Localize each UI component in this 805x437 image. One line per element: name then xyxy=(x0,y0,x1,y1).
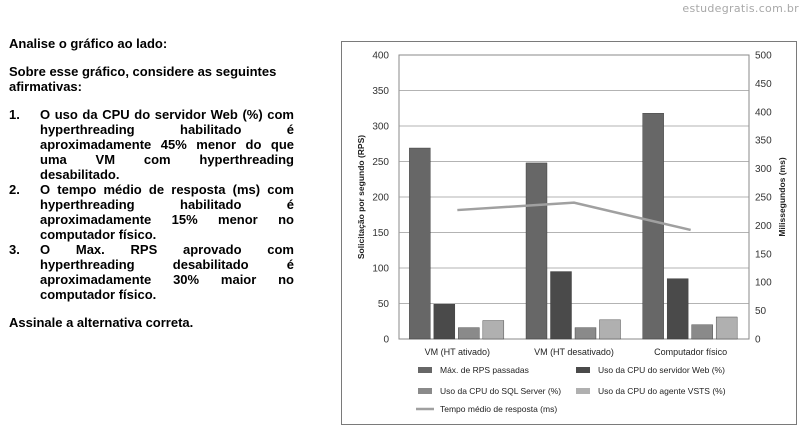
y-right-tick-label: 200 xyxy=(755,220,772,232)
x-tick-label: VM (HT desativado) xyxy=(534,347,614,357)
watermark: estudegratis.com.br xyxy=(682,2,799,15)
bar xyxy=(716,317,737,339)
y-right-axis-label: Milissegundos (ms) xyxy=(777,157,787,237)
y-right-tick-label: 0 xyxy=(755,334,761,346)
legend-label: Uso da CPU do SQL Server (%) xyxy=(440,386,562,396)
statement-text: O tempo médio de resposta (ms) com hyperthreading habilitado é aproximadamente 15% menor no computador físico. xyxy=(40,182,294,242)
y-right-tick-label: 50 xyxy=(755,306,767,318)
statement-number: 2. xyxy=(9,182,20,197)
y-right-tick-label: 500 xyxy=(755,50,772,62)
y-right-tick-label: 400 xyxy=(755,107,772,119)
statement-number: 3. xyxy=(9,242,20,257)
y-left-tick-label: 100 xyxy=(372,263,389,275)
statement-text: O Max. RPS aprovado com hyperthreading desabilitado é aproximadamente 30% maior no computador físico. xyxy=(40,242,294,302)
x-tick-label: VM (HT ativado) xyxy=(424,347,491,357)
legend-label: Uso da CPU do servidor Web (%) xyxy=(598,365,725,375)
y-right-tick-label: 250 xyxy=(755,192,772,204)
y-left-tick-label: 300 xyxy=(372,121,389,133)
legend-swatch xyxy=(418,388,432,394)
y-right-tick-label: 100 xyxy=(755,277,772,289)
legend-swatch xyxy=(418,367,432,373)
y-left-tick-label: 250 xyxy=(372,157,389,168)
bar xyxy=(483,321,504,339)
bar xyxy=(526,163,547,339)
statement-item xyxy=(9,182,294,242)
y-right-tick-label: 450 xyxy=(755,78,772,90)
question-intro: Analise o gráfico ao lado: xyxy=(9,36,168,51)
question-panel xyxy=(9,36,294,343)
bar xyxy=(600,320,621,339)
legend-swatch xyxy=(576,367,590,373)
y-left-axis-label: Solicitação por segundo (RPS) xyxy=(356,134,366,260)
y-left-tick-label: 400 xyxy=(372,50,389,62)
bar xyxy=(643,113,664,339)
bar xyxy=(458,328,479,339)
legend-label: Máx. de RPS passadas xyxy=(440,365,529,375)
y-right-tick-label: 350 xyxy=(755,135,772,147)
statement-number: 1. xyxy=(9,107,20,122)
y-left-tick-label: 350 xyxy=(372,86,389,97)
bar xyxy=(692,325,713,339)
question-closing: Assinale a alternativa correta. xyxy=(9,315,194,330)
bar xyxy=(667,279,688,339)
bar xyxy=(551,272,572,339)
y-right-tick-label: 300 xyxy=(755,164,772,176)
y-left-tick-label: 150 xyxy=(372,228,389,239)
y-left-tick-label: 200 xyxy=(372,192,389,204)
legend-swatch xyxy=(576,388,590,394)
legend-label: Uso da CPU do agente VSTS (%) xyxy=(598,386,726,396)
y-right-tick-label: 150 xyxy=(755,249,772,261)
bar xyxy=(575,328,596,339)
statement-item xyxy=(9,107,294,182)
bar xyxy=(409,148,430,339)
statement-text: O uso da CPU do servidor Web (%) com hyperthreading habilitado é aproximadamente 45% menor do que uma VM com hyperthreading desabilitado. xyxy=(40,107,294,182)
question-lead: Sobre esse gráfico, considere as seguintes afirmativas: xyxy=(9,64,277,94)
y-left-tick-label: 0 xyxy=(383,334,389,346)
chart-frame xyxy=(341,41,797,425)
statement-list xyxy=(9,107,294,302)
statement-item xyxy=(9,242,294,302)
bar xyxy=(434,304,455,339)
combo-chart xyxy=(342,42,796,424)
legend-label: Tempo médio de resposta (ms) xyxy=(440,404,558,414)
x-tick-label: Computador físico xyxy=(654,347,728,357)
y-left-tick-label: 50 xyxy=(377,299,389,310)
